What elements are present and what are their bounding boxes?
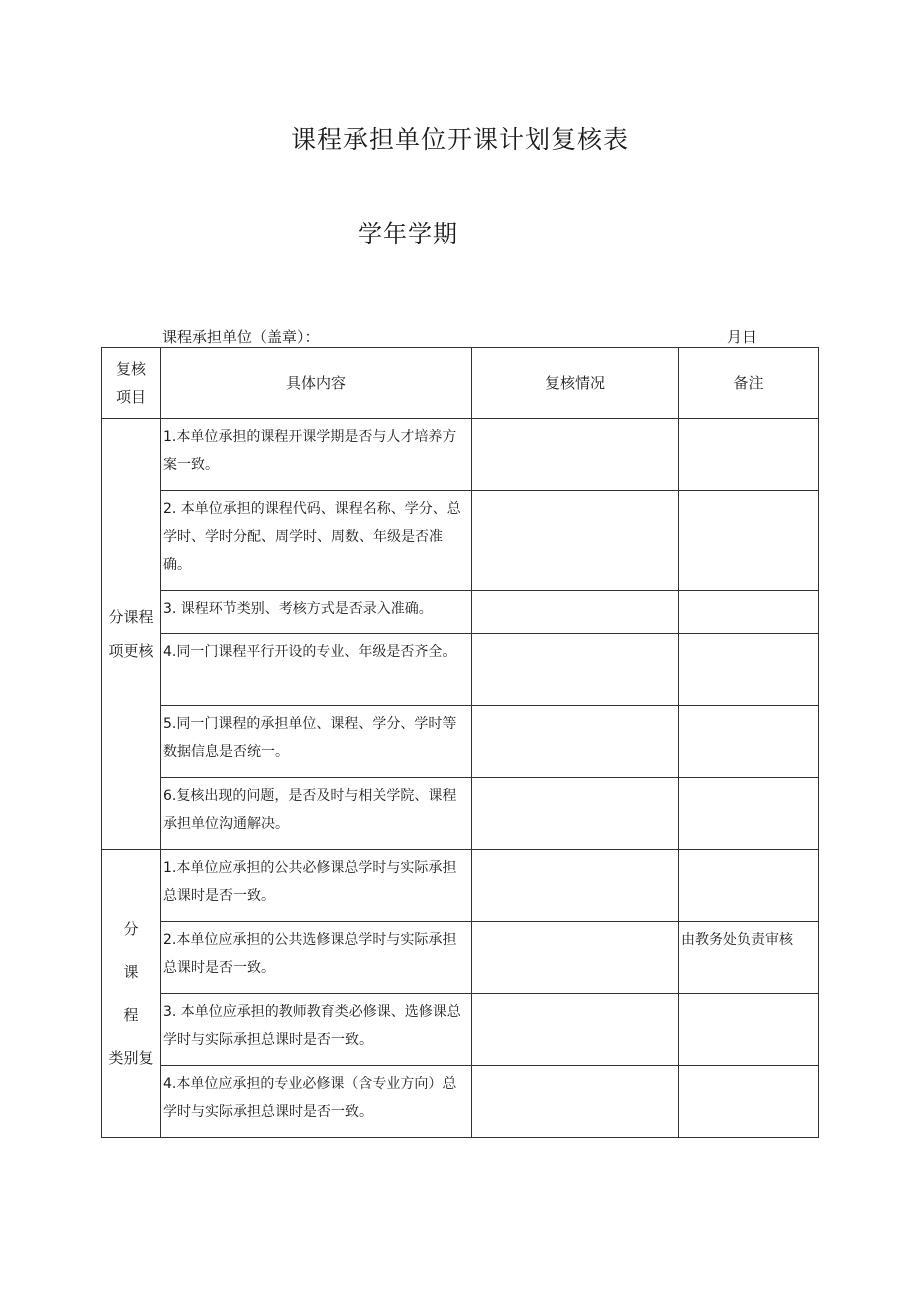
academic-term-label: 学年学期 [358, 220, 458, 248]
header-status: 复核情况 [472, 348, 679, 419]
row-content: 2.本单位应承担的公共选修课总学时与实际承担总课时是否一致。 [161, 922, 472, 994]
row-status-cell[interactable] [472, 922, 679, 994]
row-remark-cell[interactable] [679, 419, 819, 491]
row-content: 1.本单位应承担的公共必修课总学时与实际承担总课时是否一致。 [161, 850, 472, 922]
row-content: 3. 课程环节类别、考核方式是否录入准确。 [161, 591, 472, 634]
group-2-label-line2: 课 [123, 962, 139, 981]
row-status-cell[interactable] [472, 994, 679, 1066]
header-review-item [102, 348, 161, 419]
row-status-cell[interactable] [472, 1066, 679, 1138]
table-row [102, 778, 819, 850]
table-row [102, 706, 819, 778]
group-label-course-items [102, 419, 161, 850]
row-status-cell[interactable] [472, 706, 679, 778]
row-status-cell[interactable] [472, 419, 679, 491]
row-remark-cell[interactable] [679, 591, 819, 634]
header-content: 具体内容 [161, 348, 472, 419]
row-remark-cell[interactable] [679, 994, 819, 1066]
group-1-label-line2: 项更核 [108, 642, 154, 660]
row-content: 6.复核出现的问题，是否及时与相关学院、课程承担单位沟通解决。 [161, 778, 472, 850]
row-content: 1.本单位承担的课程开课学期是否与人才培养方案一致。 [161, 419, 472, 491]
row-content: 2. 本单位承担的课程代码、课程名称、学分、总学时、学时分配、周学时、周数、年级是否准确。 [161, 491, 472, 591]
row-status-cell[interactable] [472, 591, 679, 634]
row-status-cell[interactable] [472, 778, 679, 850]
unit-stamp-label: 课程承担单位（盖章）： [162, 328, 320, 346]
row-status-cell[interactable] [472, 850, 679, 922]
row-content: 4.本单位应承担的专业必修课（含专业方向）总学时与实际承担总课时是否一致。 [161, 1066, 472, 1138]
row-content: 5.同一门课程的承担单位、课程、学分、学时等数据信息是否统一。 [161, 706, 472, 778]
row-remark-cell[interactable] [679, 778, 819, 850]
table-header-row [102, 348, 819, 419]
row-content: 4.同一门课程平行开设的专业、年级是否齐全。 [161, 634, 472, 706]
group-2-label-line1: 分 [123, 919, 139, 938]
table-row [102, 922, 819, 994]
header-review-item-line2: 项目 [115, 388, 146, 406]
date-label: 月日 [727, 328, 758, 346]
row-remark-cell[interactable] [679, 491, 819, 591]
row-content: 3. 本单位应承担的教师教育类必修课、选修课总学时与实际承担总课时是否一致。 [161, 994, 472, 1066]
row-remark-cell[interactable] [679, 634, 819, 706]
row-remark-cell[interactable] [679, 850, 819, 922]
table-row [102, 591, 819, 634]
row-status-cell[interactable] [472, 634, 679, 706]
form-title: 课程承担单位开课计划复核表 [290, 125, 629, 154]
group-1-label-line1: 分课程 [108, 608, 154, 626]
table-row [102, 850, 819, 922]
row-remark-cell[interactable] [679, 706, 819, 778]
table-row [102, 491, 819, 591]
table-row [102, 994, 819, 1066]
table-row [102, 1066, 819, 1138]
header-remark: 备注 [679, 348, 819, 419]
remark-academic-affairs: 由教务处负责审核 [679, 922, 819, 994]
row-remark-cell[interactable] [679, 1066, 819, 1138]
review-table [101, 347, 819, 1138]
header-review-item-line1: 复核 [115, 360, 146, 378]
row-status-cell[interactable] [472, 491, 679, 591]
group-2-label-line3: 程 [123, 1005, 139, 1024]
group-label-course-categories [102, 850, 161, 1138]
table-row [102, 419, 819, 491]
group-2-label-line4: 类别复 [108, 1048, 154, 1067]
table-row [102, 634, 819, 706]
